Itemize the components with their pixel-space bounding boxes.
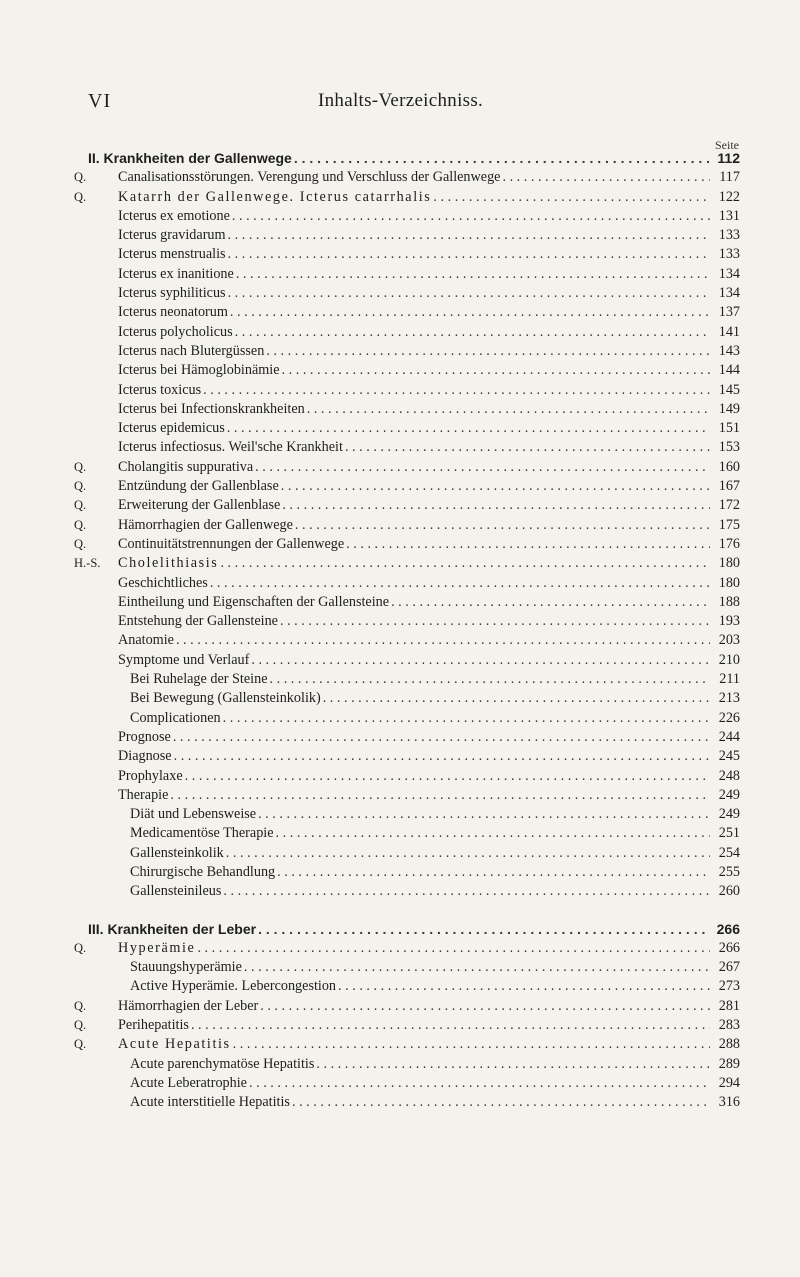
toc-entry-title: Icterus gravidarum xyxy=(118,227,226,244)
toc-entry xyxy=(0,1074,800,1093)
toc-entry-line xyxy=(118,767,740,786)
toc-page-number: 273 xyxy=(718,978,740,995)
author-marker: Q. xyxy=(74,517,87,532)
toc-page-number: 117 xyxy=(719,169,740,186)
toc-entry-line xyxy=(118,168,740,187)
toc-entry xyxy=(0,651,800,670)
toc-entry-title: Cholelithiasis xyxy=(118,555,219,572)
toc-page-number: 160 xyxy=(718,458,740,475)
dot-leader xyxy=(258,805,710,824)
toc-entry xyxy=(0,400,800,419)
toc-entry-title: Chirurgische Behandlung xyxy=(130,863,276,880)
toc-page-number: 266 xyxy=(718,939,740,956)
toc-entry-title: Active Hyperämie. Lebercongestion xyxy=(130,978,337,995)
toc-entry xyxy=(0,188,800,207)
toc-entry-line xyxy=(118,1035,740,1054)
toc-page-number: 137 xyxy=(718,304,740,321)
toc-entry-line xyxy=(118,458,740,477)
toc-entry-title: Hyperämie xyxy=(118,939,196,956)
toc-entry-line xyxy=(130,1055,740,1074)
toc-entry xyxy=(0,670,800,689)
toc-page-number: 151 xyxy=(718,420,740,437)
author-marker: Q. xyxy=(74,459,87,474)
dot-leader xyxy=(251,651,710,670)
toc-page-number: 289 xyxy=(718,1055,740,1072)
toc-entry-title: Icterus ex inanitione xyxy=(118,265,234,282)
toc-page-number: 266 xyxy=(716,920,740,937)
toc-entry xyxy=(0,496,800,515)
dot-leader xyxy=(220,554,710,573)
toc-entry-line xyxy=(88,920,740,939)
toc-page-number: 134 xyxy=(718,285,740,302)
toc-page-number: 281 xyxy=(718,997,740,1014)
toc-entry xyxy=(0,767,800,786)
toc-entry-line xyxy=(118,786,740,805)
author-marker: Q. xyxy=(74,170,87,185)
dot-leader xyxy=(210,574,710,593)
toc-entry-line xyxy=(118,612,740,631)
toc-entry-title: Icterus bei Hämoglobinämie xyxy=(118,362,280,379)
toc-entry-title: Entstehung der Gallensteine xyxy=(118,613,278,630)
toc-entry-title: Katarrh der Gallenwege. Icterus catarrhalis xyxy=(118,188,432,205)
toc-entry-line xyxy=(130,958,740,977)
toc-entry-title: Icterus bei Infectionskrankheiten xyxy=(118,400,305,417)
toc-entry xyxy=(0,438,800,457)
toc-entry xyxy=(0,1035,800,1054)
dot-leader xyxy=(295,516,710,535)
toc-entry xyxy=(0,554,800,573)
toc-entry xyxy=(0,631,800,650)
toc-page-number: 316 xyxy=(718,1094,740,1111)
toc-entry xyxy=(0,709,800,728)
toc-entry xyxy=(0,381,800,400)
toc-entry-line xyxy=(118,381,740,400)
dot-leader xyxy=(258,920,710,939)
author-marker: Q. xyxy=(74,498,87,513)
toc-page-number: 122 xyxy=(718,188,740,205)
dot-leader xyxy=(174,747,710,766)
toc-section-heading xyxy=(0,920,800,939)
toc-entry xyxy=(0,419,800,438)
dot-leader xyxy=(227,419,710,438)
running-title: Inhalts-Verzeichniss. xyxy=(318,90,484,111)
toc-entry-title: Complicationen xyxy=(130,709,221,726)
dot-leader xyxy=(338,977,710,996)
toc-entry xyxy=(0,168,800,187)
toc-entry-title: Icterus epidemicus xyxy=(118,420,225,437)
toc-entry-title: Icterus polycholicus xyxy=(118,323,233,340)
dot-leader xyxy=(249,1074,710,1093)
toc-entry-line xyxy=(118,188,740,207)
toc-page-number: 144 xyxy=(718,362,740,379)
toc-page-number: 112 xyxy=(717,150,740,166)
toc-entry-title: Diagnose xyxy=(118,748,172,765)
toc-entry-title: Continuitätstrennungen der Gallenwege xyxy=(118,535,345,552)
toc-entry-line xyxy=(130,882,740,901)
dot-leader xyxy=(391,593,710,612)
toc-page-number: 203 xyxy=(718,632,740,649)
dot-leader xyxy=(260,997,710,1016)
toc-entry-line xyxy=(118,207,740,226)
toc-page-number: 172 xyxy=(718,497,740,514)
toc-entry-line xyxy=(118,593,740,612)
dot-leader xyxy=(233,1035,710,1054)
dot-leader xyxy=(323,689,710,708)
toc-entry-title: Icterus nach Blutergüssen xyxy=(118,342,265,359)
dot-leader xyxy=(223,882,710,901)
toc-entry-line xyxy=(118,438,740,457)
toc-entry-title: Symptome und Verlauf xyxy=(118,651,250,668)
seite-column-label: Seite xyxy=(715,138,739,152)
toc-entry xyxy=(0,361,800,380)
toc-page-number: 180 xyxy=(718,574,740,591)
dot-leader xyxy=(276,824,710,843)
toc-page-number: 167 xyxy=(718,478,740,495)
dot-leader xyxy=(266,342,710,361)
dot-leader xyxy=(191,1016,710,1035)
toc-entry-title: Gallensteinileus xyxy=(130,883,222,900)
toc-entry xyxy=(0,939,800,958)
dot-leader xyxy=(244,958,710,977)
toc-entry xyxy=(0,997,800,1016)
toc-page-number: 133 xyxy=(718,246,740,263)
toc-entry-line xyxy=(130,977,740,996)
toc-entry xyxy=(0,805,800,824)
toc-entry-title: Anatomie xyxy=(118,632,174,649)
toc-entry-title: Canalisationsstörungen. Verengung und Verschluss der Gallenwege xyxy=(118,169,501,186)
toc-entry-title: Perihepatitis xyxy=(118,1017,189,1034)
dot-leader xyxy=(307,400,710,419)
toc-entry-line xyxy=(130,824,740,843)
toc-page-number: 254 xyxy=(718,844,740,861)
dot-leader xyxy=(292,1093,710,1112)
dot-leader xyxy=(270,670,711,689)
toc-entry-line xyxy=(118,265,740,284)
toc-entry-title: Erweiterung der Gallenblase xyxy=(118,497,281,514)
toc-entry-title: Medicamentöse Therapie xyxy=(130,825,274,842)
toc-entry-title: Hämorrhagien der Gallenwege xyxy=(118,516,293,533)
toc-entry xyxy=(0,458,800,477)
toc-entry xyxy=(0,342,800,361)
dot-leader xyxy=(345,438,710,457)
page-number: VI xyxy=(88,90,112,112)
toc-page-number: 175 xyxy=(718,516,740,533)
toc-entry xyxy=(0,516,800,535)
dot-leader xyxy=(185,767,710,786)
dot-leader xyxy=(235,323,710,342)
section-spacer xyxy=(0,902,800,920)
dot-leader xyxy=(281,477,710,496)
toc-page-number: 131 xyxy=(718,207,740,224)
toc-entry-title: Acute Hepatitis xyxy=(118,1036,231,1053)
toc-page-number: 251 xyxy=(718,825,740,842)
toc-entry-title: Hämorrhagien der Leber xyxy=(118,997,259,1014)
dot-leader xyxy=(176,631,710,650)
dot-leader xyxy=(197,939,710,958)
toc-entry xyxy=(0,265,800,284)
toc-entry-title: Bei Bewegung (Gallensteinkolik) xyxy=(130,690,321,707)
toc-entry-line xyxy=(118,997,740,1016)
toc-page-number: 288 xyxy=(718,1036,740,1053)
toc-entry-line xyxy=(118,477,740,496)
dot-leader xyxy=(282,496,710,515)
toc-page-number: 211 xyxy=(719,671,740,688)
toc-section-heading xyxy=(0,149,800,168)
toc-entry-line xyxy=(130,805,740,824)
toc-entry xyxy=(0,535,800,554)
toc-entry xyxy=(0,1055,800,1074)
toc-entry xyxy=(0,786,800,805)
toc-page-number: 143 xyxy=(718,342,740,359)
toc-entry-line xyxy=(130,1074,740,1093)
toc-page-number: 134 xyxy=(718,265,740,282)
toc-entry-title: Bei Ruhelage der Steine xyxy=(130,671,268,688)
author-marker: Q. xyxy=(74,940,87,955)
toc-entry-title: Geschichtliches xyxy=(118,574,208,591)
dot-leader xyxy=(232,207,710,226)
dot-leader xyxy=(433,188,710,207)
dot-leader xyxy=(173,728,710,747)
dot-leader xyxy=(226,844,710,863)
toc-page-number: 248 xyxy=(718,767,740,784)
dot-leader xyxy=(282,361,710,380)
toc-entry-line xyxy=(118,516,740,535)
toc-entry-line xyxy=(130,670,740,689)
author-marker: Q. xyxy=(74,189,87,204)
toc-page-number: 149 xyxy=(718,400,740,417)
dot-leader xyxy=(228,284,710,303)
toc-entry-line xyxy=(118,419,740,438)
toc-entry xyxy=(0,689,800,708)
toc-page-number: 145 xyxy=(718,381,740,398)
toc-entry-title: Prophylaxe xyxy=(118,767,183,784)
toc-entry-line xyxy=(118,651,740,670)
dot-leader xyxy=(223,709,710,728)
author-marker: Q. xyxy=(74,998,87,1013)
toc-entry-line xyxy=(118,496,740,515)
dot-leader xyxy=(277,863,710,882)
toc-entry-line xyxy=(118,747,740,766)
toc-entry-title: Icterus ex emotione xyxy=(118,207,230,224)
toc-entry xyxy=(0,612,800,631)
toc-entry xyxy=(0,323,800,342)
toc-entry xyxy=(0,1093,800,1112)
toc-page-number: 193 xyxy=(718,613,740,630)
toc-entry-title: Icterus toxicus xyxy=(118,381,202,398)
toc-entry-title: Icterus neonatorum xyxy=(118,304,228,321)
toc-entry-line xyxy=(130,1093,740,1112)
toc-entry xyxy=(0,574,800,593)
toc-entry xyxy=(0,303,800,322)
author-marker: Q. xyxy=(74,479,87,494)
dot-leader xyxy=(228,226,710,245)
toc-page-number: 294 xyxy=(718,1074,740,1091)
toc-page-number: 260 xyxy=(718,883,740,900)
toc-entry xyxy=(0,844,800,863)
toc-page-number: 245 xyxy=(718,748,740,765)
toc-entry-title: Therapie xyxy=(118,786,169,803)
toc-entry-line xyxy=(118,554,740,573)
toc-page-number: 249 xyxy=(718,806,740,823)
toc-entry-title: Acute Leberatrophie xyxy=(130,1074,247,1091)
toc-page-number: 153 xyxy=(718,439,740,456)
author-marker: Q. xyxy=(74,536,87,551)
toc-entry-title: Eintheilung und Eigenschaften der Gallensteine xyxy=(118,593,390,610)
toc-entry-title: Cholangitis suppurativa xyxy=(118,458,254,475)
toc-entry xyxy=(0,245,800,264)
toc-entry-line xyxy=(118,323,740,342)
toc-entry-title: Icterus syphiliticus xyxy=(118,285,226,302)
toc-entry-line xyxy=(130,863,740,882)
dot-leader xyxy=(255,458,710,477)
dot-leader xyxy=(280,612,710,631)
toc-page-number: 176 xyxy=(718,535,740,552)
toc-entry-title: II. Krankheiten der Gallenwege xyxy=(88,150,292,166)
toc-entry-line xyxy=(118,400,740,419)
toc-entry-line xyxy=(118,342,740,361)
toc-entry-line xyxy=(118,631,740,650)
toc-entry xyxy=(0,882,800,901)
toc-entry xyxy=(0,207,800,226)
toc-page-number: 213 xyxy=(718,690,740,707)
toc-page-number: 283 xyxy=(718,1017,740,1034)
toc-entry xyxy=(0,747,800,766)
author-marker: Q. xyxy=(74,1018,87,1033)
author-marker: Q. xyxy=(74,1037,87,1052)
toc-page-number: 141 xyxy=(718,323,740,340)
toc-entry-line xyxy=(118,1016,740,1035)
toc-entry-line xyxy=(118,245,740,264)
toc-entry-line xyxy=(130,689,740,708)
toc-entry-title: Stauungshyperämie xyxy=(130,959,242,976)
toc-entry xyxy=(0,477,800,496)
toc-entry-title: Prognose xyxy=(118,728,171,745)
dot-leader xyxy=(228,245,710,264)
dot-leader xyxy=(203,381,710,400)
toc-entry xyxy=(0,1016,800,1035)
toc-entry-line xyxy=(118,226,740,245)
dot-leader xyxy=(294,149,710,168)
toc-entry-title: Icterus infectiosus. Weil'sche Krankheit xyxy=(118,439,343,456)
toc-entry-title: Acute interstitielle Hepatitis xyxy=(130,1094,290,1111)
toc-page-number: 255 xyxy=(718,863,740,880)
toc-entry-line xyxy=(118,535,740,554)
toc-entry xyxy=(0,824,800,843)
toc-entry-line xyxy=(118,939,740,958)
author-marker: H.-S. xyxy=(74,556,101,571)
toc-entry xyxy=(0,226,800,245)
toc-entry-line xyxy=(130,709,740,728)
dot-leader xyxy=(346,535,710,554)
dot-leader xyxy=(230,303,710,322)
toc-entry-title: Gallensteinkolik xyxy=(130,844,224,861)
toc-page-number: 188 xyxy=(718,593,740,610)
toc-entry xyxy=(0,284,800,303)
table-of-contents xyxy=(0,149,800,1113)
page-header xyxy=(0,90,800,114)
toc-page-number: 133 xyxy=(718,227,740,244)
toc-entry-line xyxy=(130,844,740,863)
toc-entry-title: Entzündung der Gallenblase xyxy=(118,478,279,495)
toc-entry-title: III. Krankheiten der Leber xyxy=(88,920,257,937)
toc-entry xyxy=(0,958,800,977)
toc-entry-line xyxy=(118,303,740,322)
toc-page-number: 180 xyxy=(718,555,740,572)
toc-page-number: 210 xyxy=(718,651,740,668)
toc-entry-line xyxy=(118,361,740,380)
toc-entry-line xyxy=(118,728,740,747)
toc-entry xyxy=(0,728,800,747)
toc-page-number: 267 xyxy=(718,959,740,976)
toc-entry-title: Diät und Lebensweise xyxy=(130,806,257,823)
toc-entry xyxy=(0,863,800,882)
dot-leader xyxy=(236,265,710,284)
dot-leader xyxy=(170,786,710,805)
toc-page-number: 244 xyxy=(718,728,740,745)
toc-entry-title: Acute parenchymatöse Hepatitis xyxy=(130,1055,315,1072)
toc-entry-line xyxy=(88,149,740,168)
toc-entry xyxy=(0,593,800,612)
toc-entry-line xyxy=(118,574,740,593)
dot-leader xyxy=(502,168,710,187)
toc-entry-line xyxy=(118,284,740,303)
toc-entry xyxy=(0,977,800,996)
dot-leader xyxy=(316,1055,710,1074)
toc-entry-title: Icterus menstrualis xyxy=(118,246,226,263)
toc-page-number: 226 xyxy=(718,709,740,726)
toc-page-number: 249 xyxy=(718,786,740,803)
